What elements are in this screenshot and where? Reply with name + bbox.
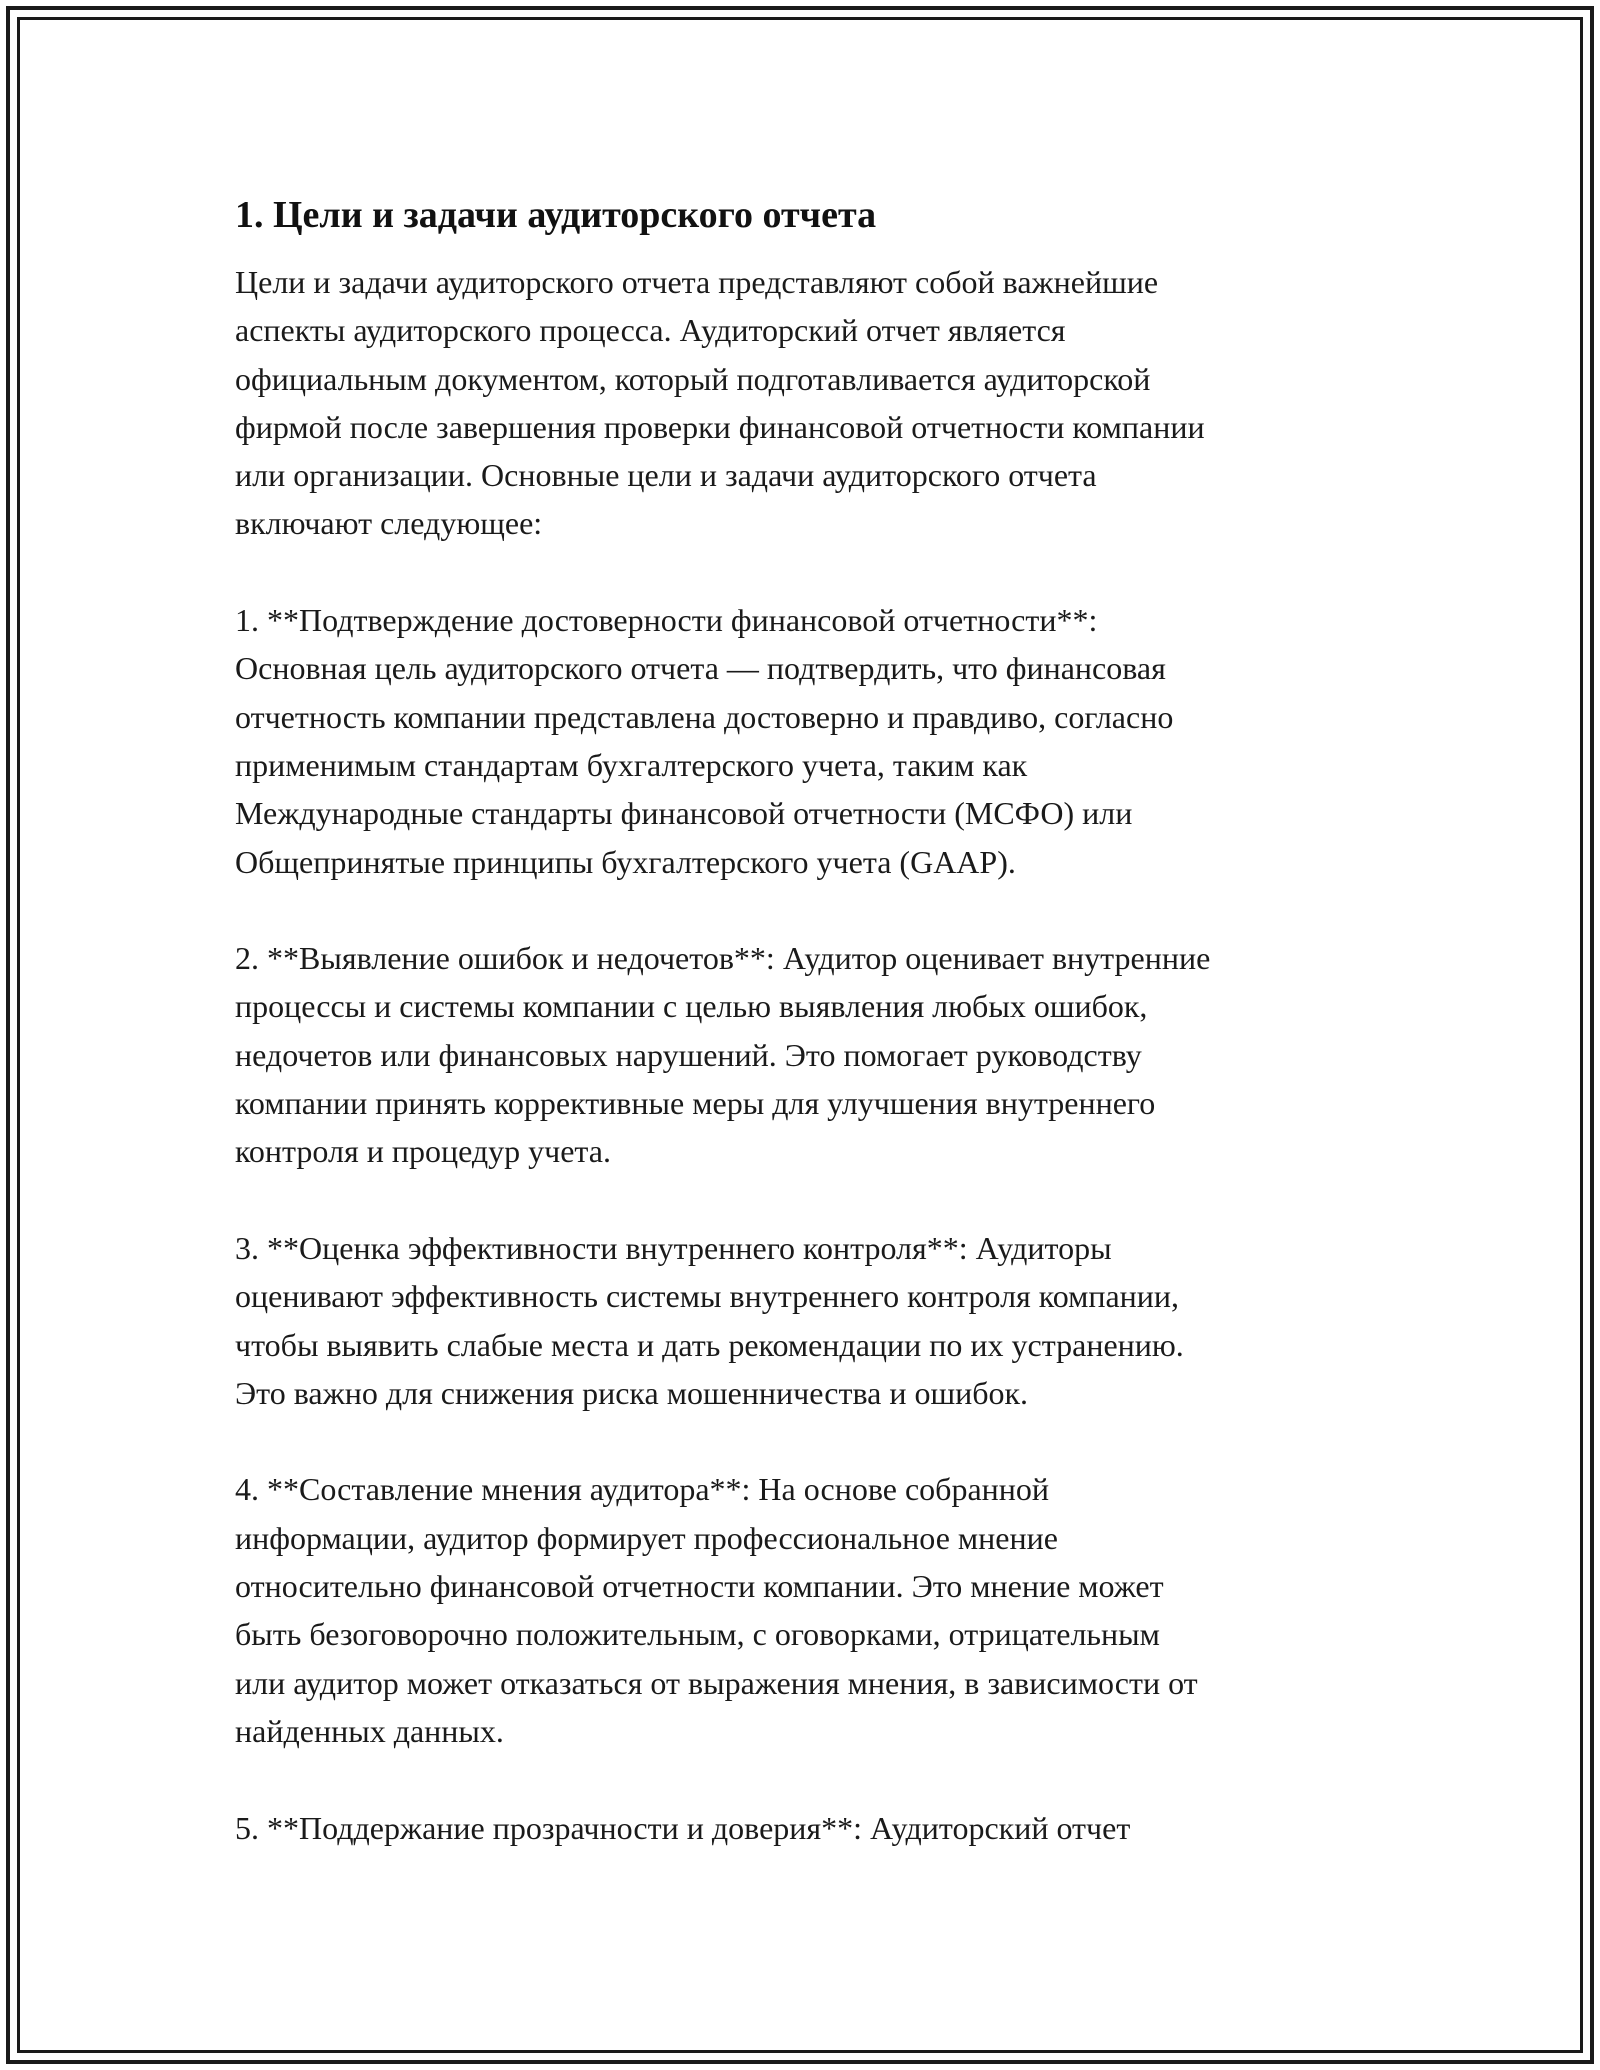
list-item-2: 2. **Выявление ошибок и недочетов**: Аудитор оценивает внутренние процессы и системы компании с целью выявления любых ошибок, недочетов или финансовых нарушений. Это помогает руководству компании принять коррективные меры для улучшения внутреннего контроля и процедур учета. — [235, 940, 1211, 1170]
list-item-1: 1. **Подтверждение достоверности финансовой отчетности**: Основная цель аудиторского отчета — подтвердить, что финансовая отчетность компании представлена достоверно и правдиво, согласно применимым стандартам бухгалтерского учета, таким как Международные стандарты финансовой отчетности (МСФО) или Общепринятые принципы бухгалтерского учета (GAAP). — [235, 602, 1174, 880]
list-item-5: 5. **Поддержание прозрачности и доверия**: Аудиторский отчет — [235, 1809, 1131, 1846]
document-body — [235, 182, 1365, 1852]
intro-paragraph: Цели и задачи аудиторского отчета представляют собой важнейшие аспекты аудиторского процесса. Аудиторский отчет является официальным документом, который подготавливается аудиторской фирмой после завершения проверки финансовой отчетности компании или организации. Основные цели и задачи аудиторского отчета включают следующее: — [235, 264, 1205, 542]
list-item-3: 3. **Оценка эффективности внутреннего контроля**: Аудиторы оценивают эффективность системы внутреннего контроля компании, чтобы выявить слабые места и дать рекомендации по их устранению. Это важно для снижения риска мошенничества и ошибок. — [235, 1229, 1184, 1411]
section-heading: 1. Цели и задачи аудиторского отчета — [235, 194, 877, 236]
list-item-4: 4. **Составление мнения аудитора**: На основе собранной информации, аудитор формирует профессиональное мнение относительно финансовой отчетности компании. Это мнение может быть безоговорочно положительным, с оговорками, отрицательным или аудитор может отказаться от выражения мнения, в зависимости от найденных данных. — [235, 1471, 1198, 1749]
